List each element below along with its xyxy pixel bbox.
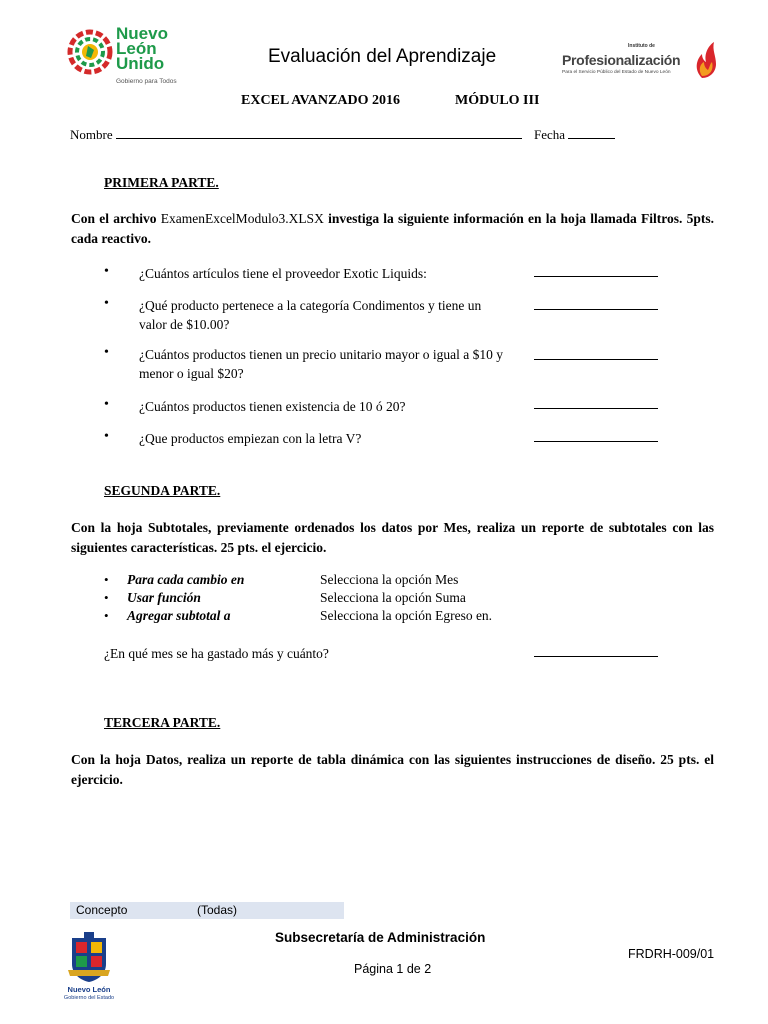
logo-word-unido: Unido [116,54,165,73]
logo-sub-text: Para el Servicio Público del Estado de Nuevo León [562,70,671,75]
form-code: FRDRH-009/01 [628,947,715,961]
q1-text: ¿Cuántos artículos tiene el proveedor Exotic Liquids: [139,266,427,281]
part1-intro [71,209,714,249]
name-input-line[interactable] [116,126,522,139]
q3-line2: menor o igual $20? [139,366,244,381]
q1-answer-line[interactable] [534,276,658,277]
part2-answer-line[interactable] [534,656,658,657]
setting1-value: Selecciona la opción Mes [320,572,459,587]
q5-text: ¿Que productos empiezan con la letra V? [139,431,362,446]
part3-intro: Con la hoja Datos, realiza un reporte de tabla dinámica con las siguientes instrucciones de diseño. 25 pts. el ejercicio. [71,752,714,787]
page-number: Página 1 de 2 [354,962,432,976]
part1-intro-b: investiga la siguiente información en la hoja llamada Filtros. 5pts. cada reactivo. [71,211,714,246]
crest-sub: Gobierno del Estado [63,995,115,1001]
course-name: EXCEL AVANZADO 2016 [241,93,400,108]
part2-intro: Con la hoja Subtotales, previamente ordenados los datos por Mes, realiza un reporte de subtotales con las siguientes características. 25 pts. el ejercicio. [71,520,714,555]
setting2-label: Usar función [127,590,201,605]
q2-answer-line[interactable] [534,309,658,310]
setting2-value: Selecciona la opción Suma [320,590,466,605]
name-field [70,126,522,143]
date-field [534,126,615,143]
q4-answer-line[interactable] [534,408,658,409]
part2-heading: SEGUNDA PARTE. [104,483,221,498]
nuevo-leon-unido-logo [64,22,214,92]
pivot-filter-row[interactable] [70,902,344,919]
logo-word-leon: León [116,39,157,58]
setting3-value: Selecciona la opción Egreso en. [320,608,493,623]
part2-question: ¿En qué mes se ha gastado más y cuánto? [104,646,329,661]
q3-line1: ¿Cuántos productos tienen un precio unitario mayor o igual a $10 y [139,347,504,362]
q4-bullet: • [104,397,109,412]
setting3-bullet: • [104,608,109,623]
q4-text: ¿Cuántos productos tienen existencia de 10 ó 20? [139,399,406,414]
page-title: Evaluación del Aprendizaje [268,46,497,67]
date-label: Fecha [534,127,566,142]
coat-of-arms-icon [58,930,120,984]
part1-intro-file: ExamenExcelModulo3.XLSX [156,211,329,226]
date-input-line[interactable] [568,126,615,139]
q2-bullet: • [104,296,109,311]
nuevo-leon-crest [58,930,120,1006]
setting1-label: Para cada cambio en [127,572,245,587]
nuevo-leon-flower-icon [64,26,116,78]
q2-line1: ¿Qué producto pertenece a la categoría Condimentos y tiene un [139,298,482,313]
part1-heading: PRIMERA PARTE. [104,175,219,190]
module-name: MÓDULO III [455,93,540,108]
part3-heading: TERCERA PARTE. [104,715,221,730]
department-name: Subsecretaría de Administración [275,930,486,945]
flame-icon [692,40,718,80]
setting1-bullet: • [104,572,109,587]
name-label: Nombre [70,127,113,142]
profesionalizacion-logo [560,40,720,84]
crest-name: Nuevo León [67,985,111,994]
logo-profesionalizacion-text: Profesionalización [562,52,681,68]
q2-text [139,296,481,334]
q3-bullet: • [104,345,109,360]
pivot-field-label: Concepto [76,903,128,917]
setting3-label: Agregar subtotal a [127,608,231,623]
part1-intro-a: Con el archivo [71,211,157,226]
logo-instituto-text: Instituto de [628,43,655,49]
q2-line2: valor de $10.00? [139,317,230,332]
q1-bullet: • [104,264,109,279]
pivot-field-value: (Todas) [197,903,238,917]
q3-answer-line[interactable] [534,359,658,360]
q5-bullet: • [104,429,109,444]
q5-answer-line[interactable] [534,441,658,442]
logo-word-nuevo: Nuevo [116,24,168,43]
logo-tagline: Gobierno para Todos [116,78,177,85]
setting2-bullet: • [104,590,109,605]
q3-text [139,345,503,383]
